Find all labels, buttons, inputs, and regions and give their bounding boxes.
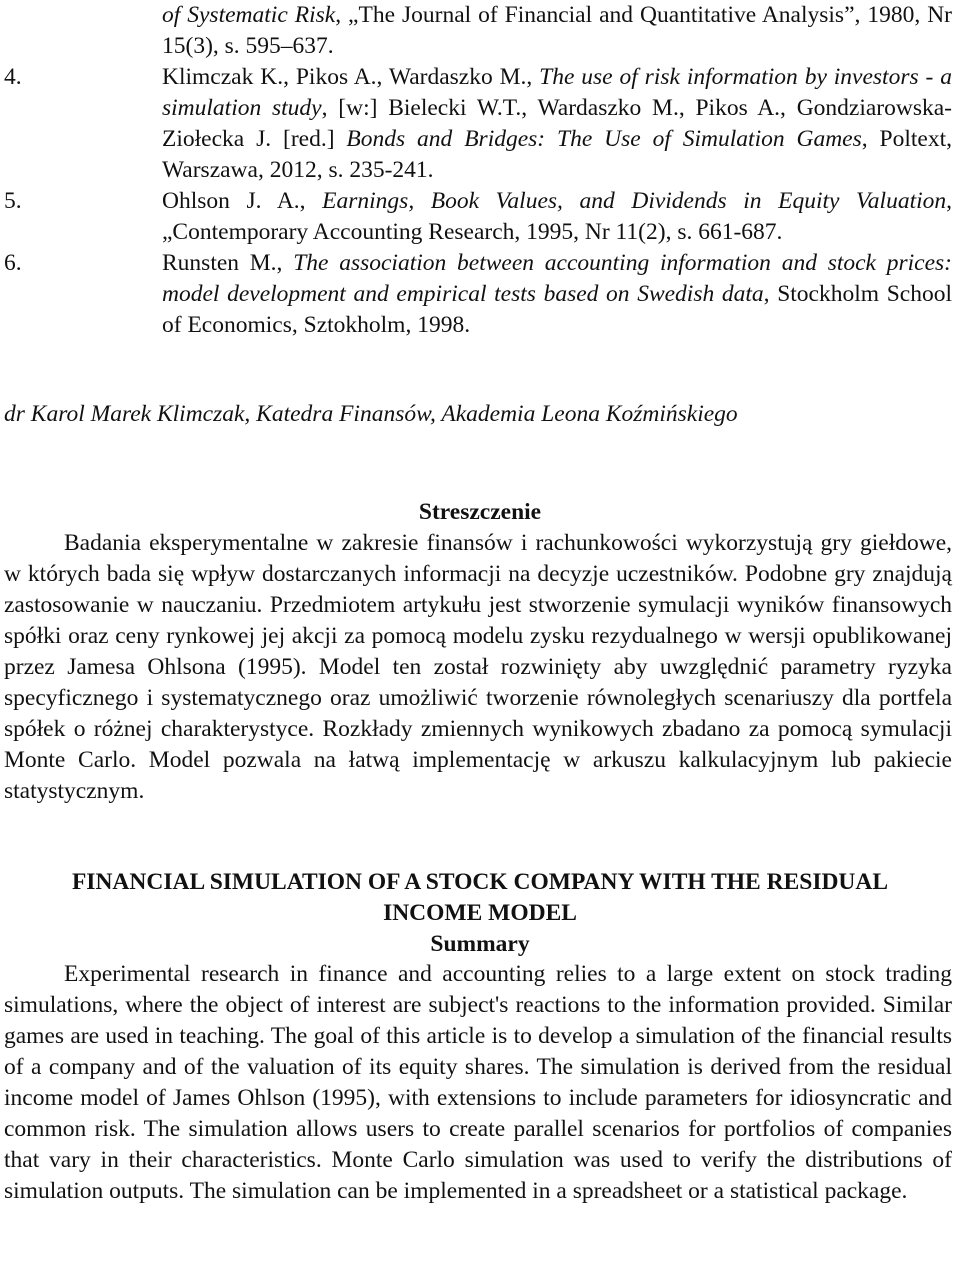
summary-heading: Summary (430, 931, 530, 957)
ref4-editors: , [w:] Bielecki W.T., Wardaszko M., Pikos A., Gondziarowska-Ziołecka J. [red.] (162, 95, 953, 152)
ref4-authors: Klimczak K., Pikos A., Wardaszko M., (162, 64, 540, 90)
reference-6 (0, 248, 960, 341)
ref4-number: 4. (4, 64, 22, 90)
streszczenie-heading: Streszczenie (418, 499, 542, 525)
reference-list (0, 0, 960, 341)
reference-3-continuation (0, 0, 960, 62)
ref6-title: The association between accounting information and stock prices: model development and empirical tests based on Swedish data (162, 250, 952, 307)
ref5-publication: , „Contemporary Accounting Research, 1995, Nr 11(2), s. 661-687. (162, 188, 953, 245)
summary-body: Experimental research in finance and accounting relies to a large extent on stock trading simulations, where the object of interest are subject's reactions to the information provided. Similar games are used in teaching. The goal of this article is to develop a simulation of the financial results of a company and of the valuation of its equity shares. The simulation is derived from the residual income model of James Ohlson (1995), with extensions to include parameters for idiosyncratic and common risk. The simulation allows users to create parallel scenarios for portfolios of companies that vary in their characteristics. Monte Carlo simulation was used to verify the distributions of simulation outputs. The simulation can be implemented in a spreadsheet or a statistical package. (4, 961, 952, 1204)
ref6-publisher: , Stockholm School of Economics, Sztokholm, 1998. (162, 281, 952, 338)
reference-5 (0, 186, 960, 248)
ref5-title: Earnings, Book Values, and Dividends in Equity Valuation (322, 188, 947, 214)
ref5-number: 5. (4, 188, 22, 214)
english-title (0, 867, 960, 960)
ref3-publication: , „The Journal of Financial and Quantitative Analysis”, 1980, Nr 15(3), s. 595–637. (162, 2, 952, 59)
ref4-publisher: , Poltext, Warszawa, 2012, s. 235-241. (162, 126, 952, 183)
ref6-number: 6. (4, 250, 22, 276)
ref4-title: The use of risk information by investors - a simulation study (162, 64, 952, 121)
author-affiliation: dr Karol Marek Klimczak, Katedra Finansów, Akademia Leona Koźmińskiego (4, 401, 738, 427)
streszczenie-body: Badania eksperymentalne w zakresie finansów i rachunkowości wykorzystują gry giełdowe, w których bada się wpływ dostarczanych informacji na decyzje uczestników. Podobne gry znajdują zastosowanie w nauczaniu. Przedmiotem artykułu jest stworzenie symulacji wyników finansowych spółki oraz ceny rynkowej jej akcji za pomocą modelu zysku rezydualnego w wersji opublikowanej przez Jamesa Ohlsona (1995). Model ten został rozwinięty aby uwzględnić parametry ryzyka specyficznego i systematycznego oraz umożliwić tworzenie równoległych scenariuszy dla portfela spółek o różnej charakterystyce. Rozkłady zmiennych wynikowych zbadano za pomocą symulacji Monte Carlo. Model pozwala na łatwą implementację w arkuszu kalkulacyjnym lub pakiecie statystycznym. (4, 530, 952, 804)
english-title-line-1: FINANCIAL SIMULATION OF A STOCK COMPANY WITH THE RESIDUAL (71, 869, 889, 895)
ref6-authors: Runsten M., (162, 250, 294, 276)
ref5-authors: Ohlson J. A., (162, 188, 323, 214)
ref4-book-title: Bonds and Bridges: The Use of Simulation Games (346, 126, 862, 152)
ref3-title-fragment: of Systematic Risk (162, 2, 336, 28)
reference-4 (0, 62, 960, 186)
english-title-line-2: INCOME MODEL (383, 900, 577, 926)
